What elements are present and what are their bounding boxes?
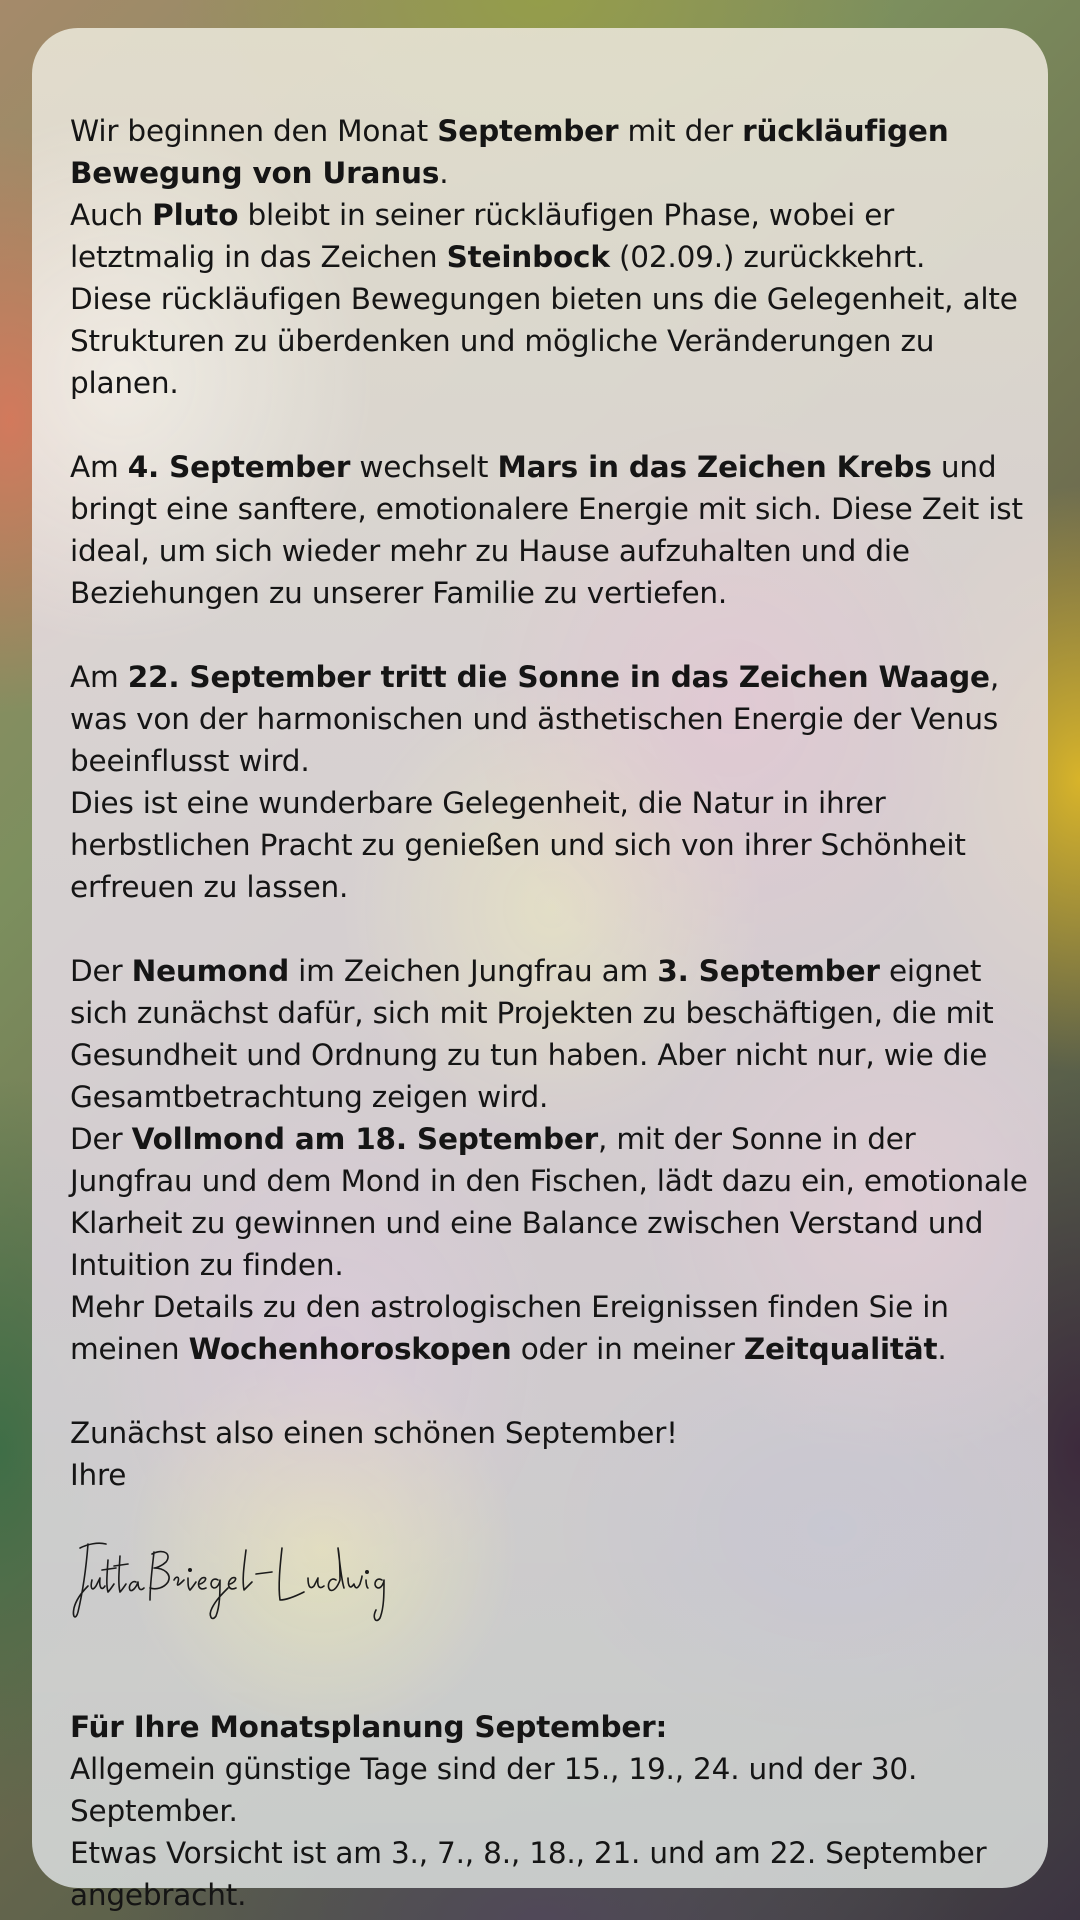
greeting-line: Ihre (70, 1458, 127, 1492)
letter-card (32, 28, 1048, 1912)
text-run: , was von der harmonischen und ästhetischen Energie der Venus beeinflusst wird. (70, 660, 1000, 778)
text-run: mit der (618, 114, 743, 148)
emphasized-text: 4. September (127, 450, 351, 484)
text-run: (02.09.) zurückkehrt. (609, 240, 926, 274)
paragraph-retrograde-summary (70, 278, 1040, 404)
emphasized-text: Vollmond am 18. September (131, 1122, 599, 1156)
planning-caution-days: Etwas Vorsicht ist am 3., 7., 8., 18., 21. und am 22. September angebracht. (70, 1836, 987, 1912)
emphasized-text: rückläufigen Bewegung von Uranus (70, 114, 949, 190)
text-run: im Zeichen Jungfrau am (289, 954, 658, 988)
text-run: Diese rückläufigen Bewegungen bieten uns die Gelegenheit, alte Strukturen zu überdenken und mögliche Veränderungen zu planen. (70, 282, 1018, 400)
text-run: Der (70, 1122, 132, 1156)
paragraph-gap (70, 614, 1040, 656)
text-run: . (937, 1332, 947, 1366)
text-run: bleibt in seiner rückläufigen Phase, wobei er letztmalig in das Zeichen (70, 198, 895, 274)
text-run: Auch (70, 198, 153, 232)
closing-line: Zunächst also einen schönen September! (70, 1416, 678, 1450)
text-run: . (439, 156, 449, 190)
paragraph-full-moon (70, 1118, 1040, 1286)
paragraph-sun-libra (70, 656, 1040, 782)
paragraph-new-moon (70, 950, 1040, 1118)
emphasized-text: Zeitqualität (743, 1332, 938, 1366)
text-run: Der (70, 954, 132, 988)
emphasized-text: September (437, 114, 619, 148)
paragraph-gap (70, 1370, 1040, 1412)
paragraph-gap (70, 404, 1040, 446)
emphasized-text: Pluto (152, 198, 239, 232)
text-run: Wir beginnen den Monat (70, 114, 438, 148)
paragraph-intro-uranus (70, 110, 1040, 194)
text-run: Mehr Details zu den astrologischen Ereignissen finden Sie in meinen (70, 1290, 949, 1366)
text-run: Am (70, 660, 128, 694)
text-run: , mit der Sonne in der Jungfrau und dem Mond in den Fischen, lädt dazu ein, emotionale Klarheit zu gewinnen und eine Balance zwischen Verstand und Intuition zu finden. (70, 1122, 1028, 1282)
text-run: Dies ist eine wunderbare Gelegenheit, die Natur in ihrer herbstlichen Pracht zu genießen und sich von ihrer Schönheit erfreuen zu lassen. (70, 786, 966, 904)
paragraph-mars (70, 446, 1040, 614)
emphasized-text: Mars in das Zeichen Krebs (497, 450, 932, 484)
signature-image (68, 1530, 388, 1630)
text-run: Am (70, 450, 128, 484)
text-run: wechselt (350, 450, 498, 484)
paragraph-more-details (70, 1286, 1040, 1370)
emphasized-text: Wochenhoroskopen (188, 1332, 512, 1366)
text-run: und bringt eine sanftere, emotionalere Energie mit sich. Diese Zeit ist ideal, um sich wieder mehr zu Hause aufzuhalten und die Beziehungen zu unserer Familie zu vertiefen. (70, 450, 1023, 610)
planning-heading: Für Ihre Monatsplanung September: (70, 1710, 668, 1744)
letter-body (70, 110, 1040, 1916)
paragraph-nature (70, 782, 1040, 908)
paragraph-gap (70, 908, 1040, 950)
paragraph-pluto (70, 194, 1040, 278)
text-run: eignet sich zunächst dafür, sich mit Projekten zu beschäftigen, die mit Gesundheit und Ordnung zu tun haben. Aber nicht nur, wie die Gesamtbetrachtung zeigen wird. (70, 954, 994, 1114)
emphasized-text: Neumond (131, 954, 289, 988)
emphasized-text: 3. September (657, 954, 880, 988)
emphasized-text: Steinbock (446, 240, 610, 274)
text-run: oder in meiner (511, 1332, 744, 1366)
emphasized-text: 22. September tritt die Sonne in das Zeichen Waage (127, 660, 990, 694)
planning-favorable-days: Allgemein günstige Tage sind der 15., 19., 24. und der 30. September. (70, 1752, 918, 1828)
